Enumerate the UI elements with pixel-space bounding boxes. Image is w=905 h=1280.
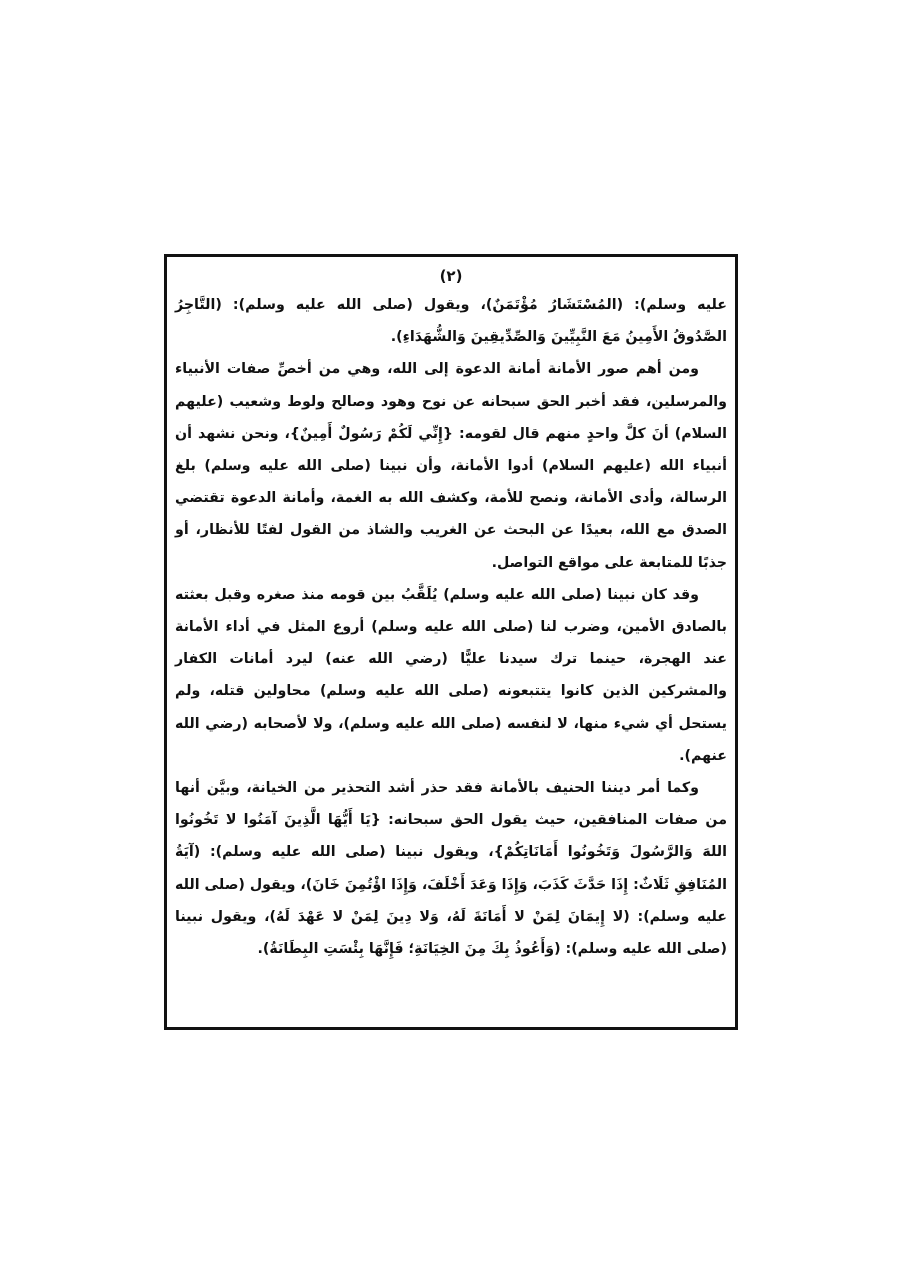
page-number: (٢) [439, 267, 463, 285]
paragraph-hadith-continuation: عليه وسلم): (المُسْتَشَارُ مُؤْتَمَنٌ)، ويقول (صلى الله عليه وسلم): (التَّاجِرُ الصَّدُوقُ الأَمِينُ مَعَ النَّبِيِّينَ وَالصِّدِّيقِينَ وَالشُّهَدَاءِ). [175, 297, 727, 346]
paragraph-trust-of-dawah: ومن أهم صور الأمانة أمانة الدعوة إلى الله، وهي من أخصِّ صفات الأنبياء والمرسلين، فقد أخبر الحق سبحانه عن نوح وهود وصالح ولوط وشعيب (عليهم السلام) أنَ كلَّ واحدٍ منهم قال لقومه: {إِنِّي لَكُمْ رَسُولٌ أَمِينٌ}، ونحن نشهد أن أنبياء الله (عليهم السلام) أدوا الأمانة، وأن نبينا (صلى الله عليه وسلم) بلغ الرسالة، وأدى الأمانة، ونصح للأمة، وكشف الله به الغمة، وأمانة الدعوة تقتضي الصدق مع الله، بعيدًا عن البحث عن الغريب والشاذ من القول لفتًا للأنظار، أو جذبًا للمتابعة على مواقع التواصل. [175, 361, 727, 571]
page-frame [164, 254, 738, 1030]
paragraph-warning-betrayal: وكما أمر ديننا الحنيف بالأمانة فقد حذر أشد التحذير من الخيانة، وبيَّن أنها من صفات المنافقين، حيث يقول الحق سبحانه: {يَا أَيُّهَا الَّذِينَ آمَنُوا لا تَخُونُوا اللهَ وَالرَّسُولَ وَتَخُونُوا أَمَانَاتِكُمْ}، ويقول نبينا (صلى الله عليه وسلم): (آيَةُ المُنَافِقِ ثَلَاثٌ: إِذَا حَدَّثَ كَذَبَ، وَإِذَا وَعَدَ أَخْلَفَ، وَإِذَا اؤْتُمِنَ خَانَ)، ويقول (صلى الله عليه وسلم): (لا إِيمَانَ لِمَنْ لا أَمَانَةَ لَهُ، وَلا دِينَ لِمَنْ لا عَهْدَ لَهُ)، ويقول نبينا (صلى الله عليه وسلم): (وَأَعُوذُ بِكَ مِنَ الخِيَانَةِ؛ فَإِنَّهَا بِئْسَتِ البِطَانَةُ). [175, 780, 727, 958]
paragraph-prophet-trustworthy: وقد كان نبينا (صلى الله عليه وسلم) يُلَقَّبُ بين قومه منذ صغره وقبل بعثته بالصادق الأمين، وضرب لنا (صلى الله عليه وسلم) أروع المثل في أداء الأمانة عند الهجرة، حينما ترك سيدنا عليًّا (رضي الله عنه) ليرد أمانات الكفار والمشركين الذين كانوا يتتبعونه (صلى الله عليه وسلم) محاولين قتله، ولم يستحل أي شيء منها، لا لنفسه (صلى الله عليه وسلم)، ولا لأصحابه (رضي الله عنهم). [175, 586, 727, 764]
